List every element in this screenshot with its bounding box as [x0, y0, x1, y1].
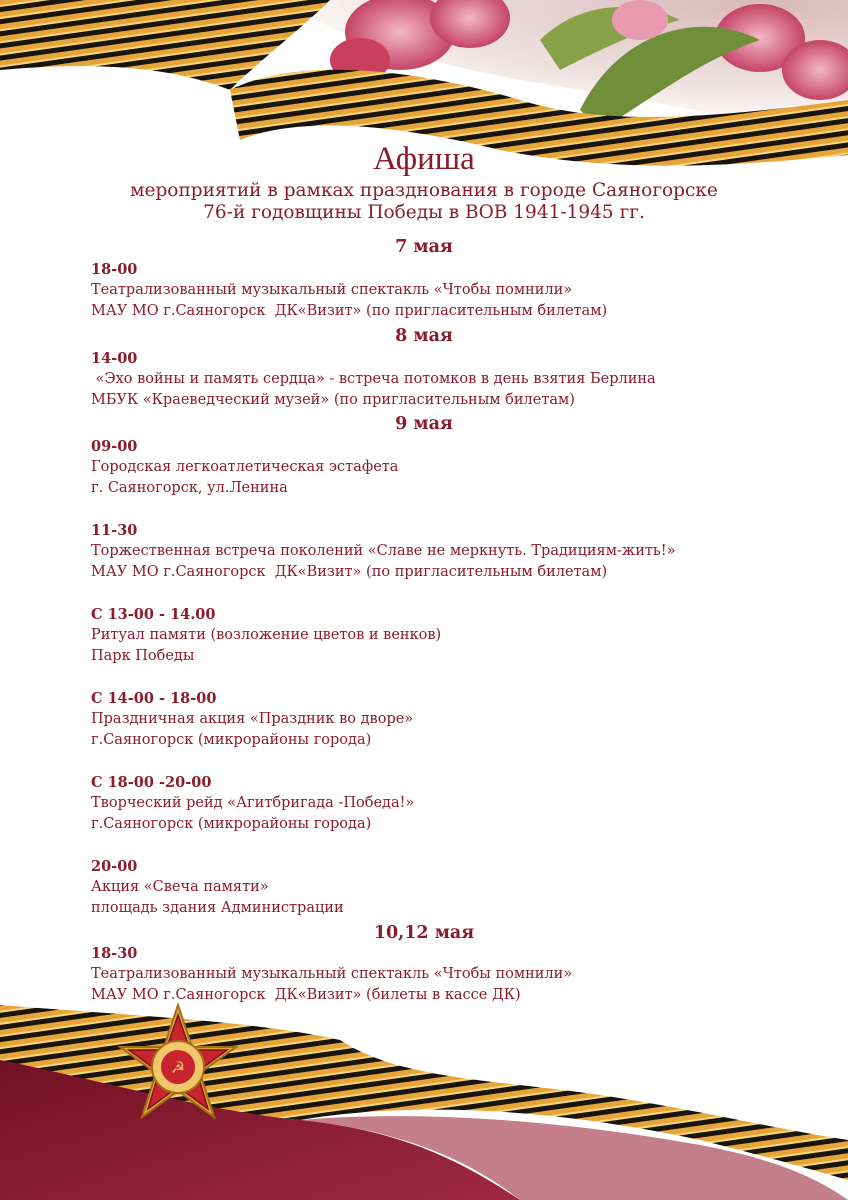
event-item: [91, 348, 791, 411]
event-time: С 18-00 -20-00: [91, 774, 212, 791]
event-time: 09-00: [91, 438, 138, 455]
event-time: 18-00: [91, 261, 138, 278]
page-title: Афиша: [373, 141, 475, 177]
event-title: Праздничная акция «Праздник во дворе»: [91, 711, 414, 727]
event-place: МАУ МО г.Саяногорск ДК«Визит» (по пригласительным билетам): [91, 303, 608, 319]
event-item: [91, 856, 791, 919]
svg-text:☭: ☭: [170, 1058, 186, 1077]
event-item: [91, 943, 791, 1006]
event-place: площадь здания Администрации: [91, 900, 344, 916]
event-title: Творческий рейд «Агитбригада -Победа!»: [91, 795, 415, 811]
event-place: г.Саяногорск (микрорайоны города): [91, 816, 372, 832]
event-place: г.Саяногорск (микрорайоны города): [91, 732, 372, 748]
subtitle-line-1: мероприятий в рамках празднования в городе Саяногорске: [130, 180, 718, 201]
event-place: МАУ МО г.Саяногорск ДК«Визит» (по пригласительным билетам): [91, 564, 608, 580]
event-item: [91, 520, 791, 583]
event-place: МАУ МО г.Саяногорск ДК«Визит» (билеты в кассе ДК): [91, 987, 521, 1003]
event-item: [91, 772, 791, 835]
event-time: С 13-00 - 14.00: [91, 606, 216, 623]
event-place: МБУК «Краеведческий музей» (по пригласительным билетам): [91, 392, 575, 408]
event-time: 14-00: [91, 350, 138, 367]
event-time: 20-00: [91, 858, 138, 875]
event-item: [91, 259, 791, 322]
day-heading: 9 мая: [395, 414, 453, 434]
event-time: 18-30: [91, 945, 138, 962]
subtitle-line-2: 76-й годовщины Победы в ВОВ 1941-1945 гг.: [203, 202, 645, 223]
event-title: Театрализованный музыкальный спектакль «Чтобы помнили»: [91, 282, 573, 298]
event-title: Ритуал памяти (возложение цветов и венков): [91, 627, 442, 643]
event-title: Городская легкоатлетическая эстафета: [91, 459, 399, 475]
event-title: Акция «Свеча памяти»: [91, 879, 269, 895]
day-heading: 10,12 мая: [373, 923, 475, 943]
day-heading: 7 мая: [395, 237, 453, 257]
event-title: Торжественная встреча поколений «Славе не меркнуть. Традициям-жить!»: [91, 543, 676, 559]
event-time: С 14-00 - 18-00: [91, 690, 217, 707]
event-place: г. Саяногорск, ул.Ленина: [91, 480, 288, 496]
event-title: Театрализованный музыкальный спектакль «Чтобы помнили»: [91, 966, 573, 982]
event-item: [91, 688, 791, 751]
day-heading: 8 мая: [395, 326, 453, 346]
event-place: Парк Победы: [91, 648, 195, 664]
event-item: [91, 436, 791, 499]
event-item: [91, 604, 791, 667]
event-title: «Эхо войны и память сердца» - встреча потомков в день взятия Берлина: [91, 371, 656, 387]
event-time: 11-30: [91, 522, 138, 539]
